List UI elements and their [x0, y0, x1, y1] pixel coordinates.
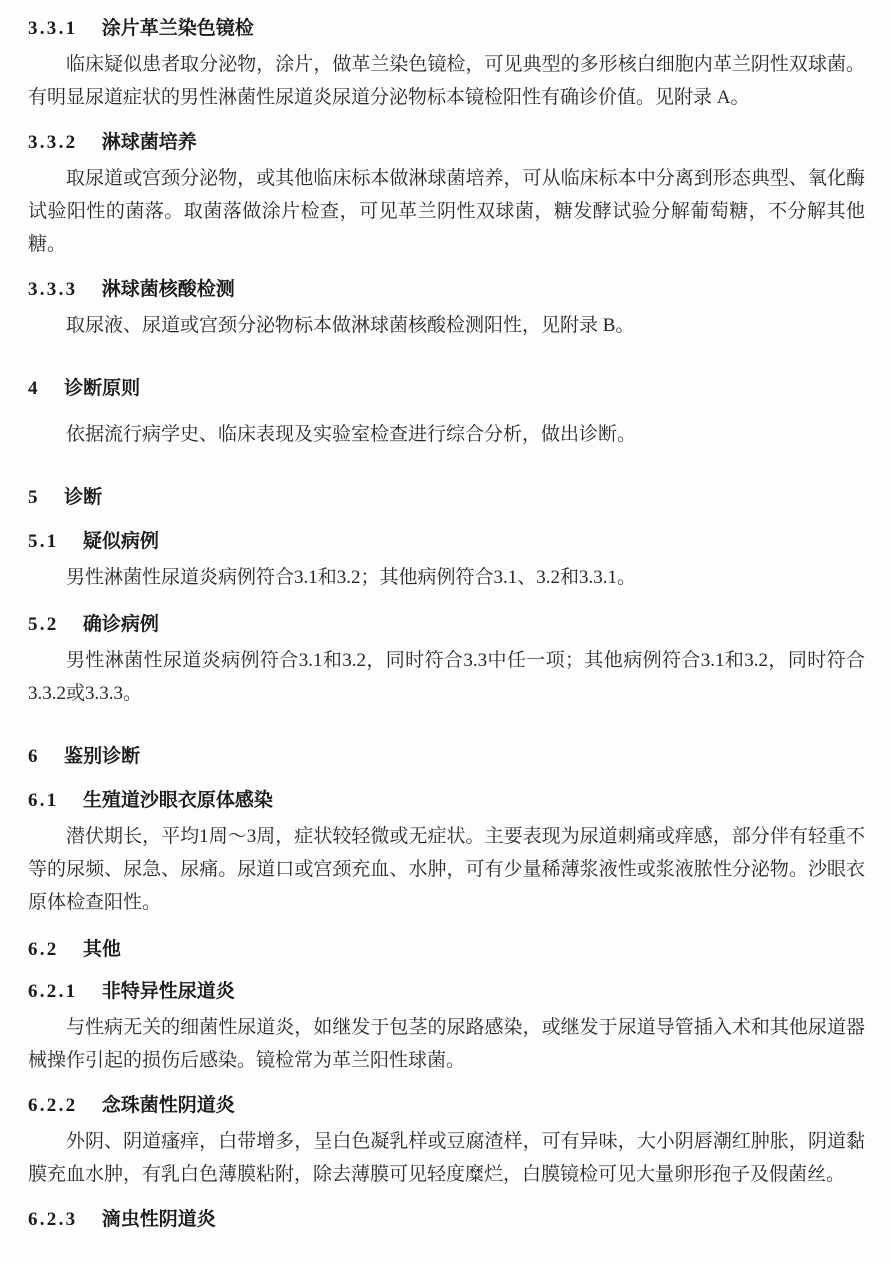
paragraph-culture: 取尿道或宫颈分泌物，或其他临床标本做淋球菌培养，可从临床标本中分离到形态典型、氧化酶试验阳性的菌落。取菌落做涂片检查，可见革兰阴性双球菌，糖发酵试验分解葡萄糖，不分解其他糖。	[28, 168, 865, 255]
heading-3-3-2	[28, 130, 865, 156]
heading-5-2-number: 5.2	[28, 614, 59, 635]
heading-3-3-1-number: 3.3.1	[28, 18, 78, 39]
heading-6-2-2	[28, 1093, 865, 1119]
heading-6-number: 6	[28, 746, 40, 767]
heading-4-number: 4	[28, 378, 40, 399]
heading-6-1-title: 生殖道沙眼衣原体感染	[82, 790, 273, 811]
heading-6-2-1-title: 非特异性尿道炎	[101, 981, 235, 1002]
heading-5-1-title: 疑似病例	[82, 531, 159, 552]
paragraph-candidal-vaginitis: 外阴、阴道瘙痒，白带增多，呈白色凝乳样或豆腐渣样，可有异味，大小阴唇潮红肿胀，阴道黏膜充血水肿，有乳白色薄膜粘附，除去薄膜可见轻度糜烂，白膜镜检可见大量卵形孢子及假菌丝。	[28, 1131, 865, 1185]
heading-6-2-title: 其他	[82, 939, 121, 960]
heading-4-title: 诊断原则	[64, 378, 141, 399]
heading-6-2	[28, 937, 865, 963]
heading-4	[28, 376, 865, 402]
heading-5-number: 5	[28, 487, 40, 508]
heading-6-2-1-number: 6.2.1	[28, 981, 78, 1002]
paragraph-nucleic-acid-test: 取尿液、尿道或宫颈分泌物标本做淋球菌核酸检测阳性，见附录 B。	[66, 315, 635, 336]
heading-3-3-3	[28, 277, 865, 303]
heading-3-3-1-title: 涂片革兰染色镜检	[101, 18, 254, 39]
heading-6-title: 鉴别诊断	[64, 746, 141, 767]
heading-5-1-number: 5.1	[28, 531, 59, 552]
heading-6-1-number: 6.1	[28, 790, 59, 811]
heading-5-2	[28, 612, 865, 638]
heading-6-2-2-title: 念珠菌性阴道炎	[101, 1095, 235, 1116]
paragraph-confirmed-case: 男性淋菌性尿道炎病例符合3.1和3.2，同时符合3.3中任一项；其他病例符合3.1和3.2，同时符合3.3.2或3.3.3。	[28, 650, 865, 704]
heading-5-2-title: 确诊病例	[82, 614, 159, 635]
heading-6	[28, 744, 865, 770]
heading-6-2-number: 6.2	[28, 939, 59, 960]
paragraph-chlamydia-infection: 潜伏期长，平均1周～3周，症状较轻微或无症状。主要表现为尿道刺痛或痒感，部分伴有轻重不等的尿频、尿急、尿痛。尿道口或宫颈充血、水肿，可有少量稀薄浆液性或浆液脓性分泌物。沙眼衣原体检查阳性。	[28, 826, 865, 913]
paragraph-suspected-case: 男性淋菌性尿道炎病例符合3.1和3.2；其他病例符合3.1、3.2和3.3.1。	[66, 567, 637, 588]
paragraph-smear-microscopy: 临床疑似患者取分泌物，涂片，做革兰染色镜检，可见典型的多形核白细胞内革兰阴性双球菌。有明显尿道症状的男性淋菌性尿道炎尿道分泌物标本镜检阳性有确诊价值。见附录 A。	[28, 54, 865, 108]
heading-6-2-1	[28, 979, 865, 1005]
heading-6-2-3-number: 6.2.3	[28, 1209, 78, 1230]
heading-6-1	[28, 788, 865, 814]
heading-3-3-3-number: 3.3.3	[28, 279, 78, 300]
heading-6-2-2-number: 6.2.2	[28, 1095, 78, 1116]
heading-6-2-3-title: 滴虫性阴道炎	[101, 1209, 216, 1230]
paragraph-nonspecific-urethritis: 与性病无关的细菌性尿道炎，如继发于包茎的尿路感染，或继发于尿道导管插入术和其他尿道器械操作引起的损伤后感染。镜检常为革兰阳性球菌。	[28, 1017, 865, 1071]
heading-5-1	[28, 529, 865, 555]
heading-5	[28, 485, 865, 511]
heading-3-3-2-title: 淋球菌培养	[101, 132, 197, 153]
heading-3-3-2-number: 3.3.2	[28, 132, 78, 153]
heading-6-2-3	[28, 1207, 865, 1233]
heading-5-title: 诊断	[64, 487, 103, 508]
heading-3-3-3-title: 淋球菌核酸检测	[101, 279, 235, 300]
paragraph-diagnostic-principles: 依据流行病学史、临床表现及实验室检查进行综合分析，做出诊断。	[66, 424, 637, 445]
heading-3-3-1	[28, 16, 865, 42]
